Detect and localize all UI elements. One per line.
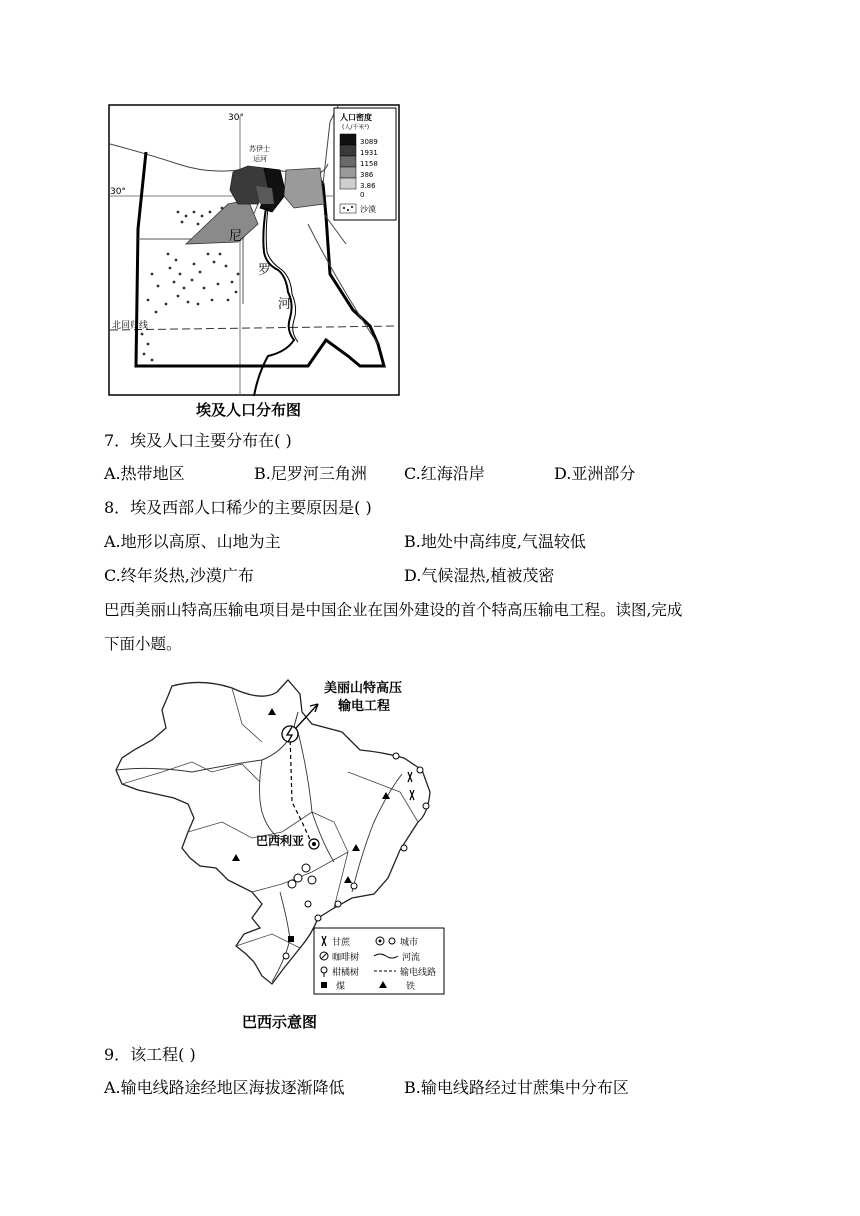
legend-value-6: 0 (360, 191, 365, 199)
legend-value-2: 1931 (360, 149, 378, 157)
q9-stem: 9．该工程( ) (104, 1045, 196, 1064)
q7-option-d[interactable]: D.亚洲部分 (554, 464, 636, 483)
q8-stem: 8．埃及西部人口稀少的主要原因是( ) (104, 498, 372, 517)
brazil-map-figure (112, 672, 452, 1006)
project-label-2: 输电工程 (338, 699, 391, 714)
legend-city: 城市 (400, 938, 419, 948)
q7-option-b[interactable]: B.尼罗河三角洲 (254, 464, 367, 483)
brazil-map-legend (314, 928, 444, 994)
q9-option-b[interactable]: B.输电线路经过甘蔗集中分布区 (404, 1078, 629, 1097)
suez-label-2: 运河 (253, 155, 267, 163)
q8-option-b[interactable]: B.地处中高纬度,气温较低 (404, 532, 586, 551)
brazil-map-caption: 巴西示意图 (242, 1013, 318, 1031)
egypt-map-figure (108, 104, 400, 396)
legend-value-4: 386 (360, 171, 374, 179)
legend-value-1: 3089 (360, 138, 378, 146)
q8-option-a[interactable]: A.地形以高原、山地为主 (104, 532, 281, 551)
tropic-label: 北回归线 (112, 321, 149, 331)
nile-label-char-3: 河 (278, 297, 292, 312)
q7-option-a[interactable]: A.热带地区 (104, 464, 185, 483)
q7-stem: 7．埃及人口主要分布在( ) (104, 431, 292, 450)
legend-unit: (人/千米²) (342, 124, 370, 131)
q8-option-d[interactable]: D.气候湿热,植被茂密 (404, 566, 555, 585)
legend-coffee: 咖啡树 (332, 953, 360, 963)
legend-power-line: 输电线路 (400, 968, 437, 978)
nile-label-char-2: 罗 (258, 263, 272, 278)
suez-label-1: 苏伊士 (249, 145, 270, 153)
egypt-map-caption: 埃及人口分布图 (196, 401, 302, 419)
legend-coal: 煤 (336, 982, 346, 992)
nile-label-char-1: 尼 (229, 229, 243, 244)
legend-desert: 沙漠 (360, 205, 376, 214)
project-label-1: 美丽山特高压 (324, 681, 403, 696)
brazil-map (112, 672, 452, 1006)
egypt-map (108, 104, 400, 396)
legend-citrus: 柑橘树 (332, 968, 360, 978)
longitude-label: 30° (228, 113, 244, 123)
legend-value-5: 3.86 (360, 182, 376, 190)
q9-option-a[interactable]: A.输电线路途经地区海拔逐渐降低 (104, 1078, 345, 1097)
q7-option-c[interactable]: C.红海沿岸 (404, 464, 485, 483)
legend-iron: 铁 (406, 982, 416, 992)
intro-line-1: 巴西美丽山特高压输电项目是中国企业在国外建设的首个特高压输电工程。读图,完成 (104, 601, 683, 619)
legend-river: 河流 (402, 953, 421, 963)
intro-line-2: 下面小题。 (104, 635, 182, 653)
legend-value-3: 1158 (360, 160, 378, 168)
coal-marker (288, 936, 294, 942)
egypt-map-legend (334, 108, 396, 220)
capital-label: 巴西利亚 (256, 834, 305, 848)
q8-option-c[interactable]: C.终年炎热,沙漠广布 (104, 566, 254, 585)
legend-sugarcane: 甘蔗 (332, 938, 351, 948)
legend-title: 人口密度 (340, 113, 372, 122)
latitude-label: 30° (110, 187, 126, 197)
